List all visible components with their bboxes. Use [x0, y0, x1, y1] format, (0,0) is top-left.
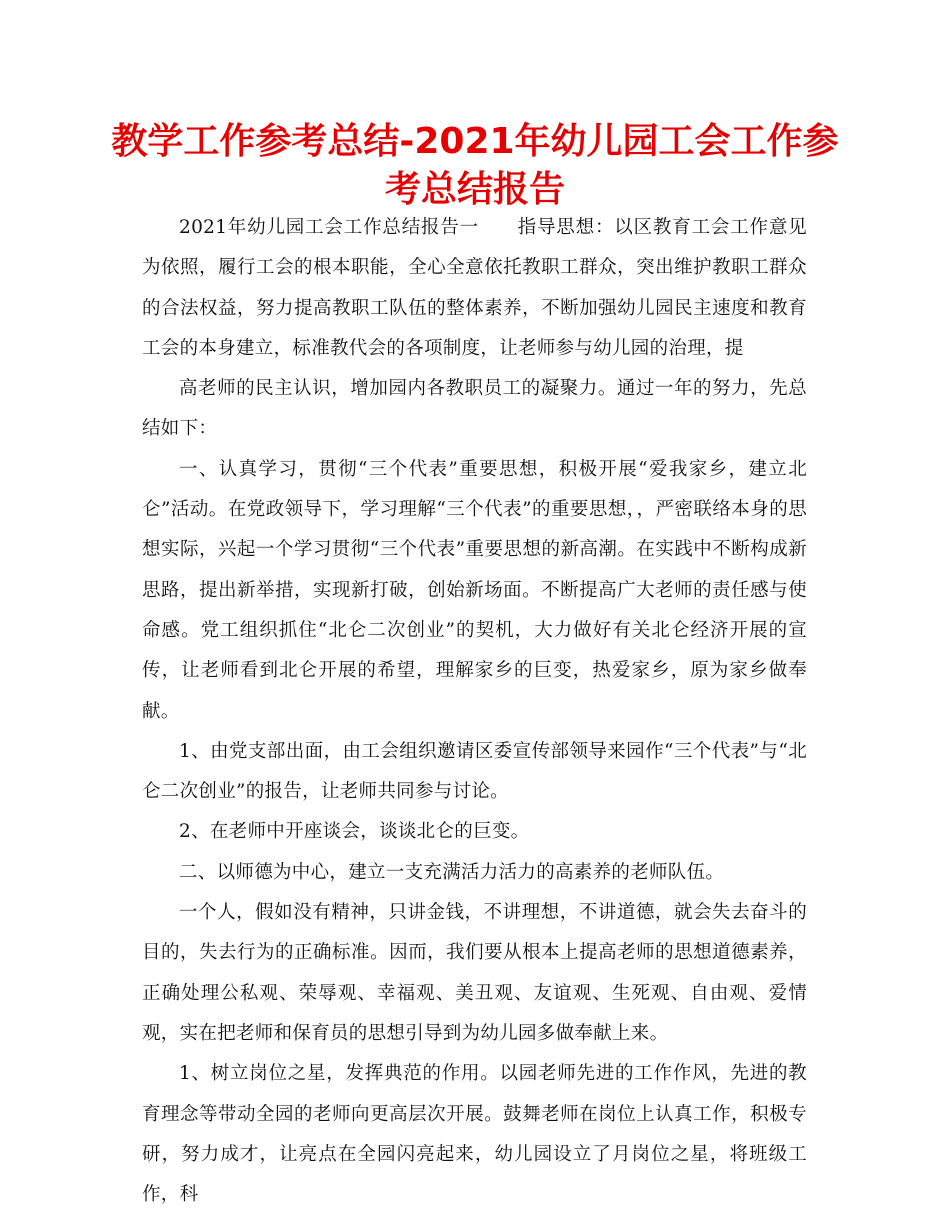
paragraph: 二、以师德为中心，建立一支充满活力活力的高素养的老师队伍。 [179, 861, 725, 883]
paragraph: 2、在老师中开座谈会，谈谈北仑的巨变。 [179, 821, 530, 843]
paragraph: 一、认真学习，贯彻“三个代表”重要思想，积极开展“爱我家乡，建立北仑”活动。在党政领导下，学习理解“三个代表”的重要思想，，严密联络本身的思想实际，兴起一个学习贯彻“三个代表”重要思想的新高潮。在实践中不断构成新思路，提出新举措，实现新打破，创始新场面。不断提高广大老师的责任感与使命感。党工组织抓住“北仑二次创业”的契机，大力做好有关北仑经济开展的宣传，让老师看到北仑开展的希望，理解家乡的巨变，热爱家乡，原为家乡做奉献。 [142, 458, 807, 722]
paragraph: 高老师的民主认识，增加园内各教职员工的凝聚力。通过一年的努力，先总结如下： [142, 378, 807, 440]
paragraph: 1、树立岗位之星，发挥典范的作用。以园老师先进的工作作风，先进的教育理念等带动全园的老师向更高层次开展。鼓舞老师在岗位上认真工作，积极专研，努力成才，让亮点在全园闪亮起来，幼儿园设立了月岗位之星，将班级工作，科 [142, 1063, 807, 1206]
paragraph: 2021年幼儿园工会工作总结报告一 指导思想：以区教育工会工作意见为依照，履行工会的根本职能，全心全意依托教职工群众，突出维护教职工群众的合法权益，努力提高教职工队伍的整体素养，不断加强幼儿园民主速度和教育工会的本身建立，标准教代会的各项制度，让老师参与幼儿园的治理，提 [142, 217, 807, 359]
paragraph: 1、由党支部出面，由工会组织邀请区委宣传部领导来园作“三个代表”与“北仑二次创业”的报告，让老师共同参与讨论。 [142, 740, 807, 803]
paragraph: 一个人，假如没有精神，只讲金钱，不讲理想，不讲道德，就会失去奋斗的目的，失去行为的正确标准。因而，我们要从根本上提高老师的思想道德素养，正确处理公私观、荣辱观、幸福观、美丑观、友谊观、生死观、自由观、爱情观，实在把老师和保育员的思想引导到为幼儿园多做奉献上来。 [142, 902, 807, 1044]
document-title: 教学工作参考总结-2021年幼儿园工会工作参考总结报告 [111, 121, 839, 210]
document-body [142, 208, 807, 1215]
